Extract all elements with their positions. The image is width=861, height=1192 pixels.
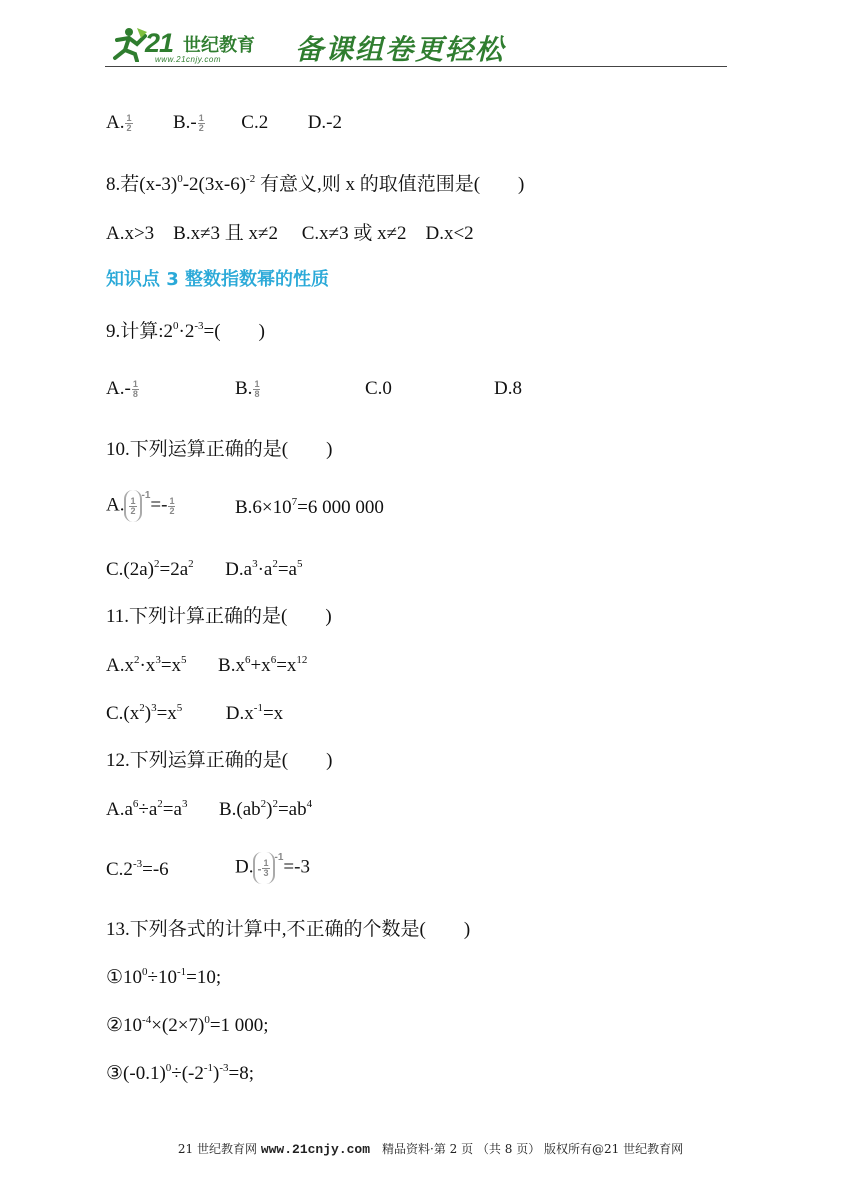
q12-option-c: $C.2^{-3}=-6$ (106, 858, 169, 880)
footer-url[interactable]: www.21cnjy.com (260, 1142, 371, 1157)
parenthesized-fraction: $\frac{1}{2}$ (124, 490, 141, 522)
q11-option-c: $C.(x^2)^3=x^5$ (106, 702, 183, 724)
q10-option-d: $D.a^3\cdot a^2=a^5$ (225, 558, 303, 580)
q8-stem: 8.若$(x-3)^0-2(3x-6)^{-2}$ 有意义,则 x 的取值范围是( ) (106, 173, 525, 195)
q13-item-1: $①10^0\div 10^{-1}=10$; (106, 966, 222, 988)
q13-stem: 13.下列各式的计算中,不正确的个数是( ) (106, 919, 471, 940)
fraction: $\frac{1}{2}$ (126, 113, 132, 134)
q12-option-a: $A.a^6\div a^2=a^3$ (106, 798, 188, 820)
q12-option-b: $B.(ab^2)^2=ab^4$ (218, 798, 313, 820)
logo-text: 世纪教育 (183, 35, 255, 56)
q11-options-ab (106, 654, 307, 678)
fraction: $\frac{1}{2}$ (198, 113, 204, 134)
fraction: $\frac{1}{8}$ (132, 379, 138, 400)
q7-option-b: B.- $\frac{1}{2}$ (173, 112, 204, 134)
q8-options: A.x>3 B.x≠3 且 x≠2 C.x≠3 或 x≠2 D.x<2 (106, 223, 474, 244)
q9-option-a: A.- $\frac{1}{8}$ (106, 378, 138, 400)
header-slogan: 备课组卷更轻松 (295, 33, 506, 66)
q10-stem: 10.下列运算正确的是( ) (106, 439, 333, 460)
q9-option-d: D.8 (494, 378, 522, 399)
q7-option-d: D.-2 (307, 112, 343, 133)
q11-stem: 11.下列计算正确的是( ) (106, 606, 332, 627)
logo-url: www.21cnjy.com (155, 55, 221, 64)
footer-right: 精品资料·第 2 页 （共 8 页） 版权所有@21 世纪教育网 (370, 1142, 684, 1156)
q9-stem: 9.计算$:2^0\cdot 2^{-3}=$( ) (106, 320, 265, 342)
q9-option-c: C.0 (365, 378, 392, 399)
q13-item-3: $③(-0.1)^0\div(-2^{-1})^{-3}=8$; (106, 1062, 255, 1084)
header-rule (105, 66, 727, 67)
section-title: 知识点 3 整数指数幂的性质 (106, 269, 330, 290)
logo-number: 21 (145, 28, 174, 58)
q7-options (106, 111, 342, 135)
fraction: $\frac{1}{8}$ (254, 379, 260, 400)
q11-option-b: $B.x^6+x^6=x^{12}$ (218, 654, 308, 676)
q10-option-c: $C.(2a)^2=2a^2$ (106, 558, 194, 580)
q13-item-2: $②10^{-4}\times(2\times 7)^0=1$ 000; (106, 1014, 269, 1036)
q7-option-a: A. $\frac{1}{2}$ (106, 112, 132, 134)
q9-option-b: B. $\frac{1}{8}$ (235, 378, 260, 400)
fraction: $\frac{1}{2}$ (169, 495, 175, 516)
footer-left: 21 世纪教育网 (177, 1142, 261, 1156)
q12-option-d: D. - $\frac{1}{3}$ -1=-3 (235, 852, 310, 884)
parenthesized-fraction: - $\frac{1}{3}$ (253, 852, 274, 884)
q12-stem: 12.下列运算正确的是( ) (106, 750, 333, 771)
page-footer (0, 1140, 861, 1157)
q10-option-a: A. $\frac{1}{2}$ -1=- $\frac{1}{2}$ (106, 490, 176, 522)
q7-option-c: C.2 (241, 112, 269, 133)
q11-options-cd (106, 702, 283, 726)
page-header (105, 22, 727, 70)
q11-option-d: $D.x^{-1}=x$ (225, 702, 284, 724)
q10-options-cd (106, 558, 303, 582)
q11-option-a: $A.x^2\cdot x^3=x^5$ (106, 654, 187, 676)
q10-option-b: $B.6\times 10^7=6$ 000 000 (235, 496, 384, 518)
q12-options-ab (106, 798, 312, 822)
runner-logo-icon (107, 26, 149, 62)
